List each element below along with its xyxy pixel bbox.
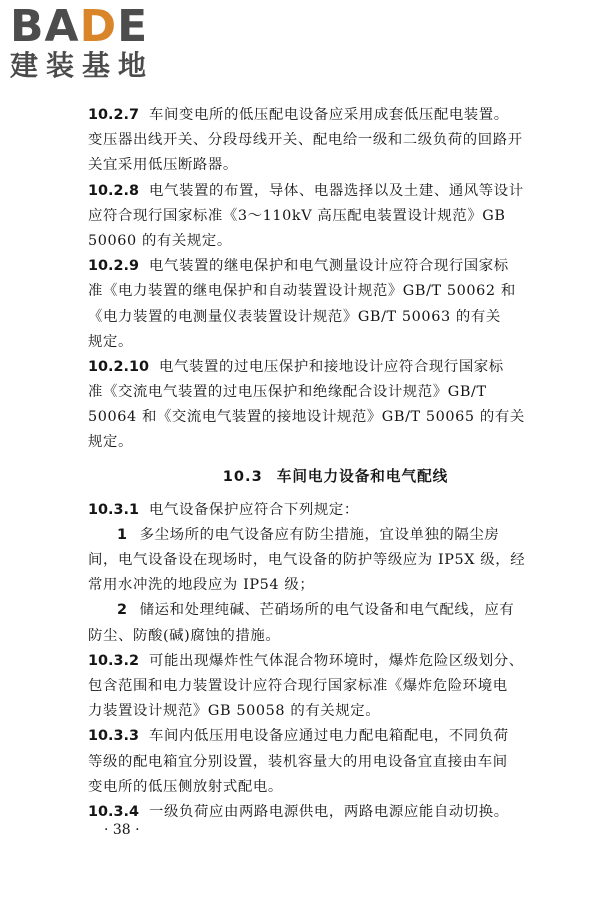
clause-number: 10.3.1 [88, 501, 139, 518]
line-text: 常用水冲洗的地段应为 IP54 级； [88, 577, 315, 594]
line-text: 规定。 [88, 434, 133, 451]
logo-wordmark: BADE [10, 1, 149, 52]
clause-number: 10.2.7 [88, 107, 139, 123]
text-line [88, 548, 583, 573]
text-line [88, 750, 583, 775]
text-line [88, 405, 583, 430]
line-text: 准《电力装置的继电保护和自动装置设计规范》GB/T 50062 和 [88, 283, 516, 300]
item-number: 2 [117, 602, 128, 619]
section-number: 10.3 [222, 467, 263, 485]
clause-number: 10.3.2 [88, 652, 139, 669]
line-text: 防尘、防酸(碱)腐蚀的措施。 [88, 627, 281, 644]
line-text: 准《交流电气装置的过电压保护和绝缘配合设计规范》GB/T [88, 384, 487, 401]
text-line [88, 649, 583, 674]
document-body [88, 103, 583, 825]
clauses-10-3 [88, 498, 583, 825]
text-line [88, 355, 583, 380]
text-line [88, 229, 583, 254]
clause-number: 10.2.8 [88, 182, 139, 199]
text-line [88, 699, 583, 724]
line-text: 50060 的有关规定。 [88, 232, 232, 249]
line-text: 可能出现爆炸性气体混合物环境时，爆炸危险区级划分、 [149, 652, 524, 669]
line-text: 50064 和《交流电气装置的接地设计规范》GB/T 50065 的有关 [88, 409, 525, 426]
text-line [88, 598, 583, 623]
line-text: 间，电气设备设在现场时，电气设备的防护等级应为 IP5X 级，经 [88, 552, 526, 568]
text-line [88, 103, 583, 128]
text-line [88, 523, 583, 548]
line-text: 电气装置的布置，导体、电器选择以及土建、通风等设计 [149, 182, 524, 199]
text-line [88, 573, 583, 598]
text-line [88, 498, 583, 523]
clause-number: 10.3.3 [88, 728, 139, 745]
text-line [88, 204, 583, 229]
line-text: 变电所的低压侧放射式配电。 [88, 778, 283, 795]
item-number: 1 [117, 526, 128, 543]
text-line [88, 330, 583, 355]
text-line [88, 800, 583, 825]
line-text: 应符合现行国家标准《3～110kV 高压配电装置设计规范》GB [88, 207, 506, 224]
line-text: 规定。 [88, 333, 133, 350]
text-line [88, 380, 583, 405]
line-text: 储运和处理纯碱、芒硝场所的电气设备和电气配线，应有 [139, 602, 515, 619]
text-line [88, 179, 583, 204]
line-text: 变压器出线开关、分段母线开关、配电给一级和二级负荷的回路开 [88, 132, 523, 149]
line-text: 车间变电所的低压配电设备应采用成套低压配电装置。 [149, 107, 509, 123]
page-number: · 38 · [104, 822, 140, 838]
text-line [88, 128, 583, 153]
text-line [88, 775, 583, 800]
line-text: 电气设备保护应符合下列规定： [149, 501, 359, 518]
line-text: 包含范围和电力装置设计应符合现行国家标准《爆炸危险环境电 [88, 677, 508, 694]
line-text: 车间内低压用电设备应通过电力配电箱配电，不同负荷 [149, 728, 509, 745]
text-line [88, 430, 583, 455]
line-text: 力装置设计规范》GB 50058 的有关规定。 [88, 703, 381, 720]
line-text: 等级的配电箱宜分别设置，装机容量大的用电设备宜直接由车间 [88, 753, 508, 770]
publisher-logo [10, 1, 180, 86]
line-text: 关宜采用低压断路器。 [88, 157, 238, 174]
clauses-10-2 [88, 103, 583, 456]
text-line [88, 674, 583, 699]
text-line [88, 279, 583, 304]
section-title-text: 车间电力设备和电气配线 [276, 467, 449, 485]
text-line [88, 624, 583, 649]
logo-chinese-name: 建装基地 [10, 49, 155, 82]
line-text: 多尘场所的电气设备应有防尘措施，宜设单独的隔尘房 [139, 526, 500, 543]
text-line [88, 724, 583, 749]
section-heading [88, 464, 583, 490]
text-line [88, 254, 583, 279]
clause-number: 10.2.10 [88, 358, 149, 375]
line-text: 电气装置的继电保护和电气测量设计应符合现行国家标 [149, 258, 509, 275]
line-text: 一级负荷应由两路电源供电，两路电源应能自动切换。 [149, 803, 509, 820]
clause-number: 10.2.9 [88, 258, 139, 275]
text-line [88, 305, 583, 330]
text-line [88, 153, 583, 178]
line-text: 《电力装置的电测量仪表装置设计规范》GB/T 50063 的有关 [88, 308, 501, 325]
line-text: 电气装置的过电压保护和接地设计应符合现行国家标 [159, 358, 504, 375]
clause-number: 10.3.4 [88, 803, 139, 820]
